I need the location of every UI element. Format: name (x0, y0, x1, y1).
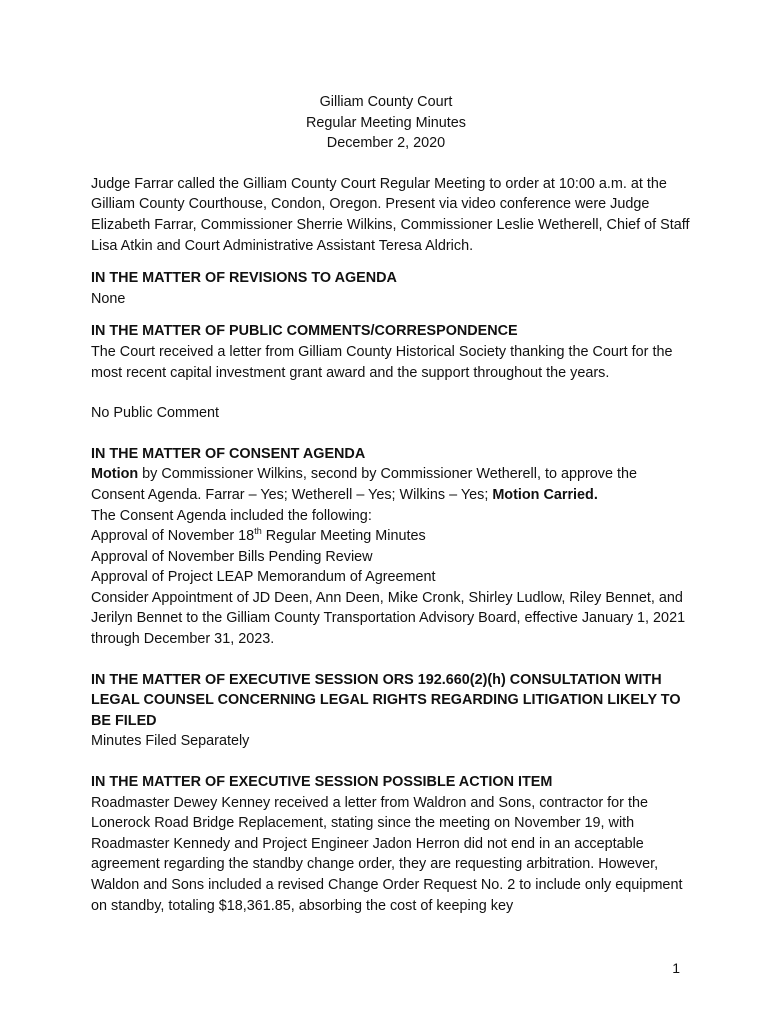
ordinal-suffix: th (254, 526, 262, 537)
consent-item: Consider Appointment of JD Deen, Ann Deen, Mike Cronk, Shirley Ludlow, Riley Bennet, and Jerilyn Bennet to the Gilliam County Transportation Advisory Board, effective January 1, 2021 through December 31, 2023. (91, 589, 686, 648)
meeting-date: December 2, 2020 (326, 135, 446, 152)
section-heading-consent: IN THE MATTER OF CONSENT AGENDA (91, 445, 366, 462)
consent-included: The Consent Agenda included the following: (91, 507, 372, 524)
public-comment-note: No Public Comment (91, 405, 219, 422)
document-header (91, 92, 681, 154)
section-heading-agenda: IN THE MATTER OF REVISIONS TO AGENDA (91, 270, 397, 287)
consent-item (91, 526, 691, 547)
page-number: 1 (672, 960, 680, 976)
section-heading-action: IN THE MATTER OF EXECUTIVE SESSION POSSIBLE ACTION ITEM (91, 774, 553, 791)
section-body-public: The Court received a letter from Gilliam County Historical Society thanking the Court for the most recent capital investment grant award and the support throughout the years. (91, 343, 673, 381)
consent-item: Approval of November Bills Pending Review (91, 548, 373, 565)
section-body-exec: Minutes Filed Separately (91, 733, 250, 750)
consent-item: Approval of Project LEAP Memorandum of Agreement (91, 569, 436, 586)
consent-motion (91, 464, 691, 505)
item-text: Approval of November 18 (91, 528, 255, 545)
motion-carried: Motion Carried. (492, 486, 598, 503)
court-name: Gilliam County Court (319, 94, 453, 110)
item-text: Regular Meeting Minutes (261, 528, 426, 545)
section-heading-public: IN THE MATTER OF PUBLIC COMMENTS/CORRESPONDENCE (91, 323, 518, 340)
section-body-action: Roadmaster Dewey Kenney received a letter from Waldron and Sons, contractor for the Lonerock Road Bridge Replacement, stating since the meeting on November 19, with Roadmaster Kennedy and Project Engineer Jadon Herron did not end in an acceptable agreement regarding the standby change order, they are requesting arbitration. However, Waldon and Sons included a revised Change Order Request No. 2 to include only equipment on standby, totaling $18,361.85, absorbing the cost of keeping key (91, 794, 683, 914)
section-body-agenda: None (91, 290, 126, 307)
section-heading-exec: IN THE MATTER OF EXECUTIVE SESSION ORS 192.660(2)(h) CONSULTATION WITH LEGAL COUNSEL CONCERNING LEGAL RIGHTS REGARDING LITIGATION LIKELY TO BE FILED (91, 671, 681, 729)
intro-paragraph: Judge Farrar called the Gilliam County Court Regular Meeting to order at 10:00 a.m. at the Gilliam County Courthouse, Condon, Oregon. Present via video conference were Judge Elizabeth Farrar, Commissioner Sherrie Wilkins, Commissioner Leslie Wetherell, Chief of Staff Lisa Atkin and Court Administrative Assistant Teresa Aldrich. (91, 175, 690, 254)
motion-text: by Commissioner Wilkins, second by Commissioner Wetherell, to approve the Consent Agenda. Farrar – Yes; Wetherell – Yes; Wilkins – Yes; (91, 466, 637, 503)
document-page (91, 92, 691, 916)
motion-label: Motion (91, 466, 139, 483)
meeting-type: Regular Meeting Minutes (306, 114, 466, 131)
